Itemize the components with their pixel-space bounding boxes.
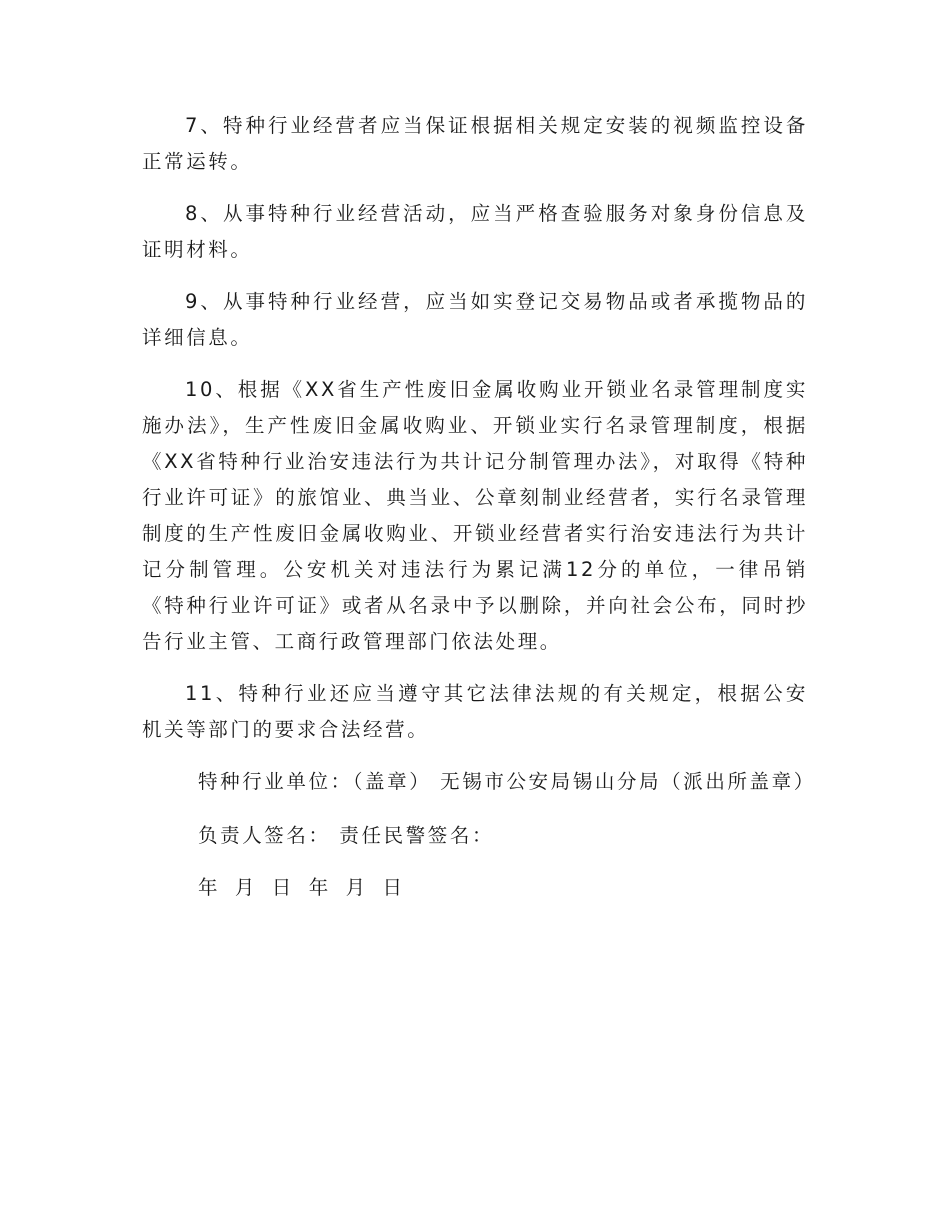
clause-9: 9、从事特种行业经营，应当如实登记交易物品或者承揽物品的详细信息。 [142,290,808,349]
signature-units-line: 特种行业单位：（盖章） 无锡市公安局锡山分局（派出所盖章） [198,770,816,793]
clause-8: 8、从事特种行业经营活动，应当严格查验服务对象身份信息及证明材料。 [142,202,808,261]
clause-11: 11、特种行业还应当遵守其它法律法规的有关规定，根据公安机关等部门的要求合法经营。 [142,682,808,741]
document-body [142,108,816,906]
signature-dates-line: 年 月 日 年 月 日 [198,876,405,899]
clause-10: 10、根据《XX省生产性废旧金属收购业开锁业名录管理制度实施办法》，生产性废旧金属收购业、开锁业实行名录管理制度，根据《XX省特种行业治安违法行为共计记分制管理办法》，对取得《特种行业许可证》的旅馆业、典当业、公章刻制业经营者，实行名录管理制度的生产性废旧金属收购业、开锁业经营者实行治安违法行为共计记分制管理。公安机关对违法行为累记满12分的单位，一律吊销《特种行业许可证》或者从名录中予以删除，并向社会公布，同时抄告行业主管、工商行政管理部门依法处理。 [142,378,808,653]
signature-names-line: 负责人签名： 责任民警签名： [198,824,495,847]
clause-7: 7、特种行业经营者应当保证根据相关规定安装的视频监控设备正常运转。 [142,114,808,173]
